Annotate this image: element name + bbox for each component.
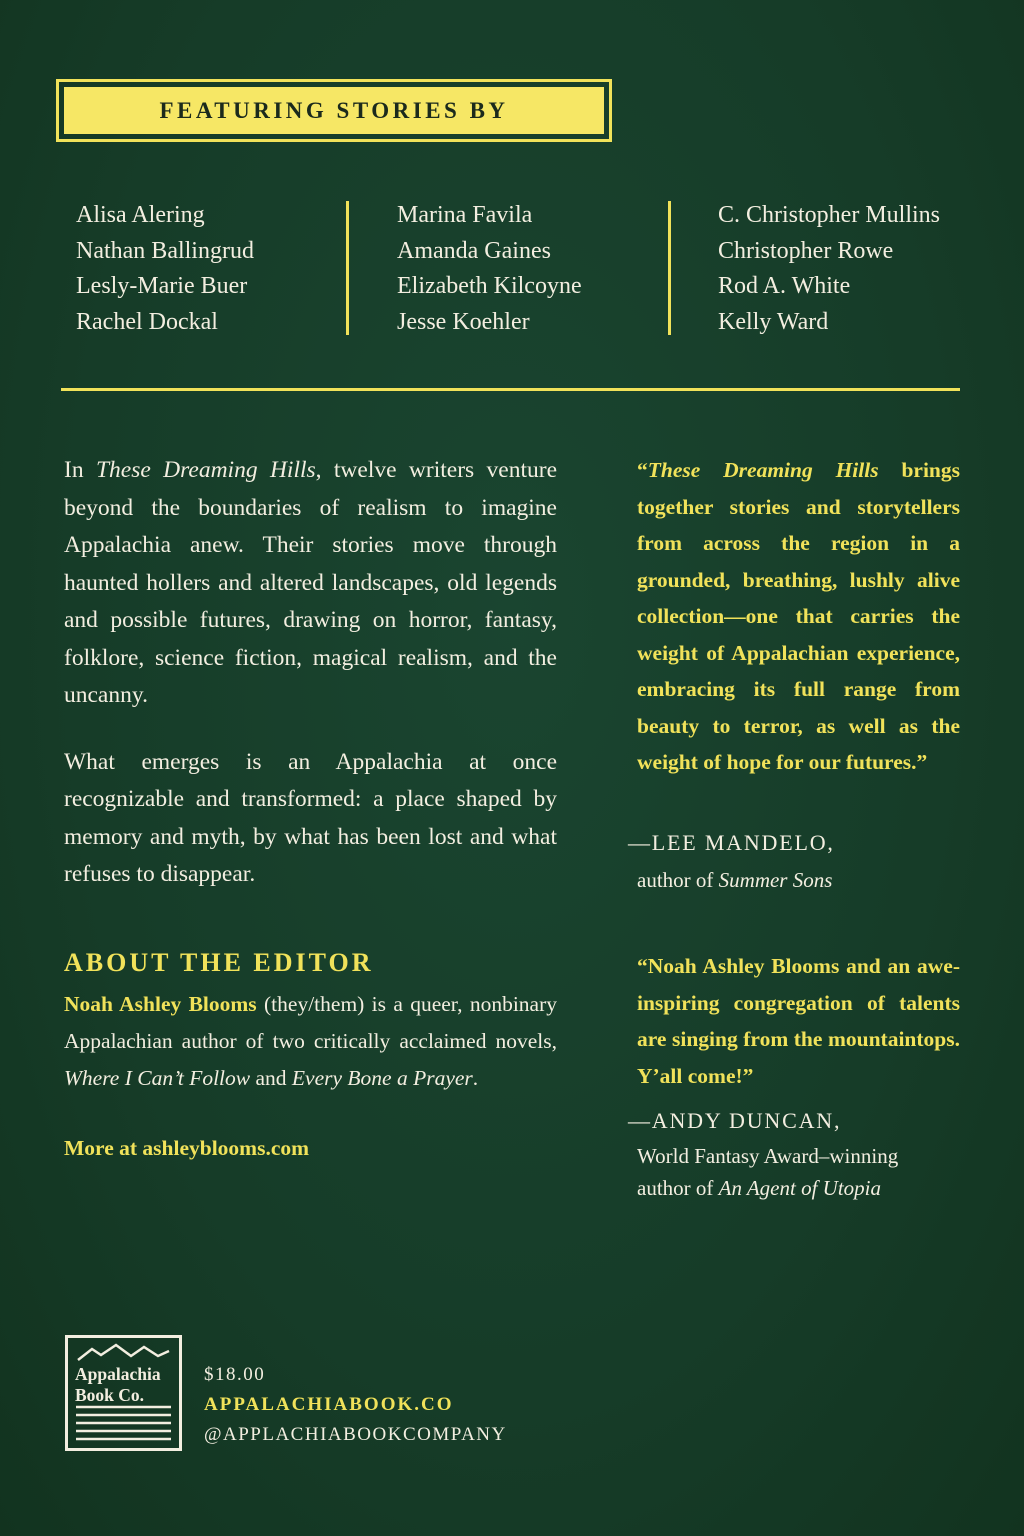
featuring-badge-inner bbox=[64, 87, 604, 134]
logo-line-2: Book Co. bbox=[75, 1385, 145, 1405]
author-desc-text: author of bbox=[637, 868, 719, 892]
publisher-website[interactable]: APPALACHIABOOK.CO bbox=[204, 1394, 454, 1415]
contributor-name: Amanda Gaines bbox=[397, 237, 551, 264]
book-title: An Agent of Utopia bbox=[718, 1176, 882, 1200]
price: $18.00 bbox=[204, 1364, 266, 1385]
blurb-author-2: —ANDY DUNCAN, bbox=[628, 1108, 842, 1133]
book-title: Summer Sons bbox=[718, 868, 833, 892]
contributor-name: Nathan Ballingrud bbox=[76, 237, 254, 264]
blurb-quote-2: “Noah Ashley Blooms and an awe-inspiring congregation of talents are singing from the mountaintops. Y’all come!” bbox=[637, 954, 960, 1088]
about-text: and bbox=[250, 1066, 292, 1090]
contributor-name: Jesse Koehler bbox=[397, 308, 530, 335]
column-divider bbox=[668, 201, 671, 335]
book-description bbox=[64, 452, 557, 923]
contributor-name: Kelly Ward bbox=[718, 308, 829, 335]
publisher-info bbox=[204, 1360, 507, 1450]
editor-name: Noah Ashley Blooms bbox=[64, 992, 257, 1016]
book-title: These Dreaming Hills bbox=[647, 458, 879, 482]
book-title: Every Bone a Prayer bbox=[291, 1066, 473, 1090]
section-divider bbox=[61, 388, 960, 391]
about-text: (they/them) is a queer, nonbinary Appalachian author of two critically acclaimed novels, bbox=[64, 992, 557, 1053]
blurb-quote-1 bbox=[637, 452, 960, 781]
logo-wordmark bbox=[75, 1364, 161, 1406]
editor-website-link[interactable]: More at ashleyblooms.com bbox=[64, 1136, 310, 1160]
book-title: These Dreaming Hills bbox=[95, 457, 316, 483]
publisher-handle[interactable]: @APPLACHIABOOKCOMPANY bbox=[204, 1424, 507, 1445]
blurb-author-1: —LEE MANDELO, bbox=[628, 830, 835, 855]
author-desc-line-2 bbox=[637, 1172, 977, 1204]
contributor-name: Christopher Rowe bbox=[718, 237, 894, 264]
blurb-author-2-desc bbox=[637, 1140, 977, 1204]
featuring-badge bbox=[56, 79, 612, 142]
publisher-logo bbox=[65, 1335, 182, 1451]
description-text: In bbox=[64, 457, 96, 483]
contributor-name: Elizabeth Kilcoyne bbox=[397, 273, 582, 299]
contributor-name: Rachel Dockal bbox=[76, 308, 218, 335]
description-text: , twelve writers venture beyond the boundaries of realism to imagine Appalachia anew. Their stories move through haunted hollers and altered landscapes, old legends and possible futures, drawing on horror, fantasy, folklore, science fiction, magical realism, and the uncanny. bbox=[64, 457, 557, 708]
about-text: . bbox=[472, 1066, 479, 1090]
blurb-author-1-desc bbox=[637, 864, 977, 896]
contributor-name: Lesly-Marie Buer bbox=[76, 273, 248, 299]
description-paragraph-1 bbox=[64, 452, 557, 715]
column-divider bbox=[346, 201, 349, 335]
author-desc-text: World Fantasy Award–winning bbox=[637, 1144, 899, 1168]
quote-mark: “ bbox=[637, 458, 648, 482]
contributor-name: Alisa Alering bbox=[76, 202, 205, 228]
featuring-label: FEATURING STORIES BY bbox=[159, 97, 509, 123]
description-paragraph-2: What emerges is an Appalachia at once recognizable and transformed: a place shaped by memory and myth, by what has been lost and what refuses to disappear. bbox=[64, 748, 557, 887]
book-title: Where I Can’t Follow bbox=[64, 1066, 251, 1090]
contributor-name: Marina Favila bbox=[397, 202, 533, 228]
contributor-name: C. Christopher Mullins bbox=[718, 202, 941, 228]
about-editor-body bbox=[64, 986, 557, 1097]
contributor-name: Rod A. White bbox=[718, 273, 851, 299]
contributors-column-2 bbox=[397, 198, 582, 340]
logo-line-1: Appalachia bbox=[75, 1364, 161, 1384]
quote-text: brings together stories and storytellers from across the region in a grounded, breathing, lushly alive collection—one that carries the weight of Appalachian experience, embracing its full range from beauty to terror, as well as the weight of hope for our futures.” bbox=[637, 458, 960, 774]
about-editor-heading: ABOUT THE EDITOR bbox=[64, 948, 374, 977]
author-desc-text: author of bbox=[637, 1176, 719, 1200]
contributors-column-1 bbox=[76, 198, 254, 340]
contributors-column-3 bbox=[718, 198, 940, 340]
